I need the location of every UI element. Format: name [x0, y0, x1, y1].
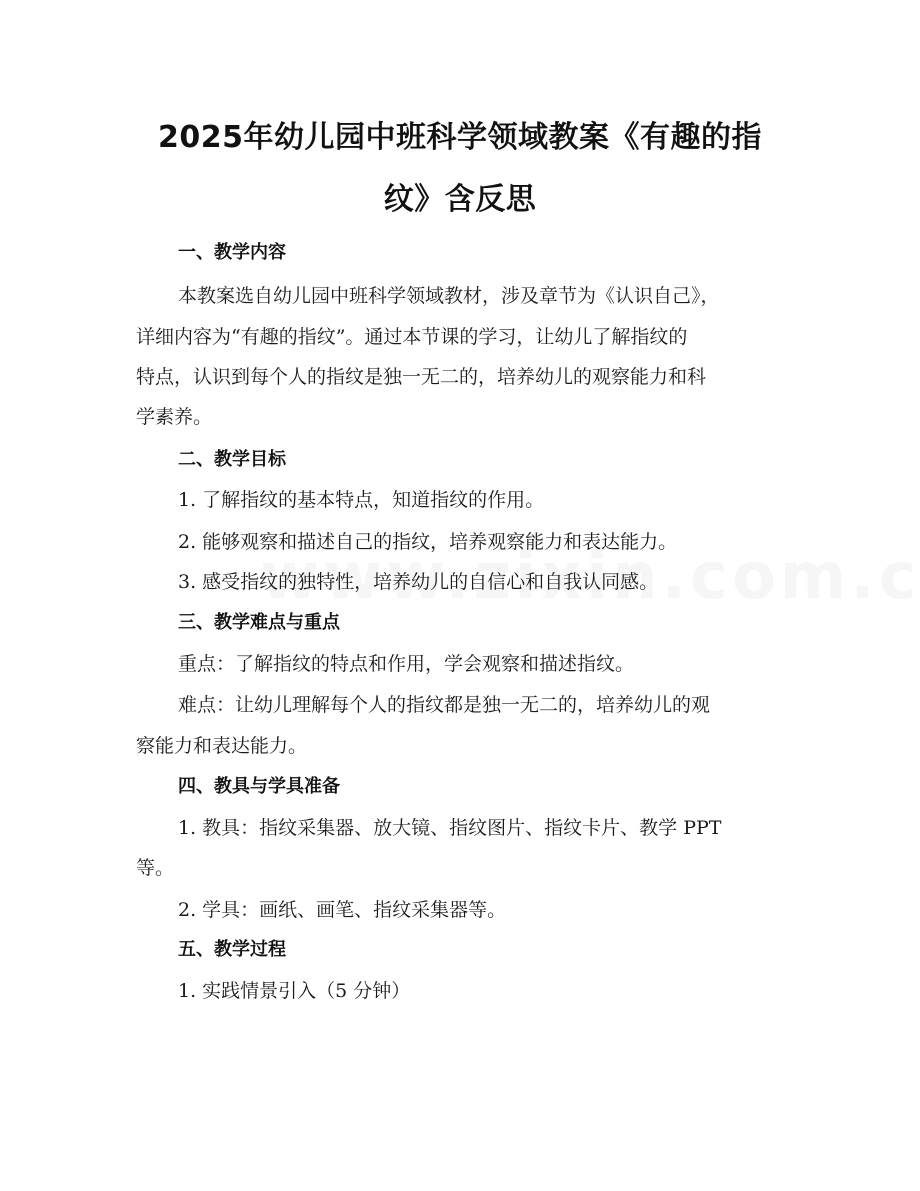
document-title-line-1: 2025年幼儿园中班科学领域教案《有趣的指	[158, 120, 762, 155]
paragraph-line: 详细内容为“有趣的指纹”。通过本节课的学习，让幼儿了解指纹的	[136, 326, 688, 348]
section-heading-content: 一、教学内容	[178, 242, 286, 263]
section-heading-key-points: 三、教学难点与重点	[178, 612, 340, 633]
section-heading-materials: 四、教具与学具准备	[178, 776, 340, 797]
list-item: 1. 了解指纹的基本特点，知道指纹的作用。	[178, 489, 545, 511]
list-item: 2. 能够观察和描述自己的指纹，培养观察能力和表达能力。	[178, 531, 678, 553]
paragraph-line: 特点，认识到每个人的指纹是独一无二的，培养幼儿的观察能力和科	[136, 366, 707, 388]
section-heading-objectives: 二、教学目标	[178, 449, 286, 470]
section-heading-process: 五、教学过程	[178, 939, 286, 960]
list-item: 1. 教具：指纹采集器、放大镜、指纹图片、指纹卡片、教学 PPT	[178, 817, 722, 839]
paragraph-line: 难点：让幼儿理解每个人的指纹都是独一无二的，培养幼儿的观	[178, 694, 711, 716]
paragraph-line: 本教案选自幼儿园中班科学领域教材，涉及章节为《认识自己》，	[178, 285, 720, 307]
list-item: 3. 感受指纹的独特性，培养幼儿的自信心和自我认同感。	[178, 571, 659, 593]
list-item: 1. 实践情景引入（5 分钟）	[178, 980, 411, 1002]
paragraph-line: 学素养。	[136, 406, 213, 428]
list-item: 2. 学具：画纸、画笔、指纹采集器等。	[178, 899, 507, 921]
list-item-continuation: 等。	[136, 857, 175, 879]
paragraph-line: 察能力和表达能力。	[136, 735, 308, 757]
paragraph-line: 重点：了解指纹的特点和作用，学会观察和描述指纹。	[178, 653, 635, 675]
document-title-line-2: 纹》含反思	[383, 182, 537, 217]
